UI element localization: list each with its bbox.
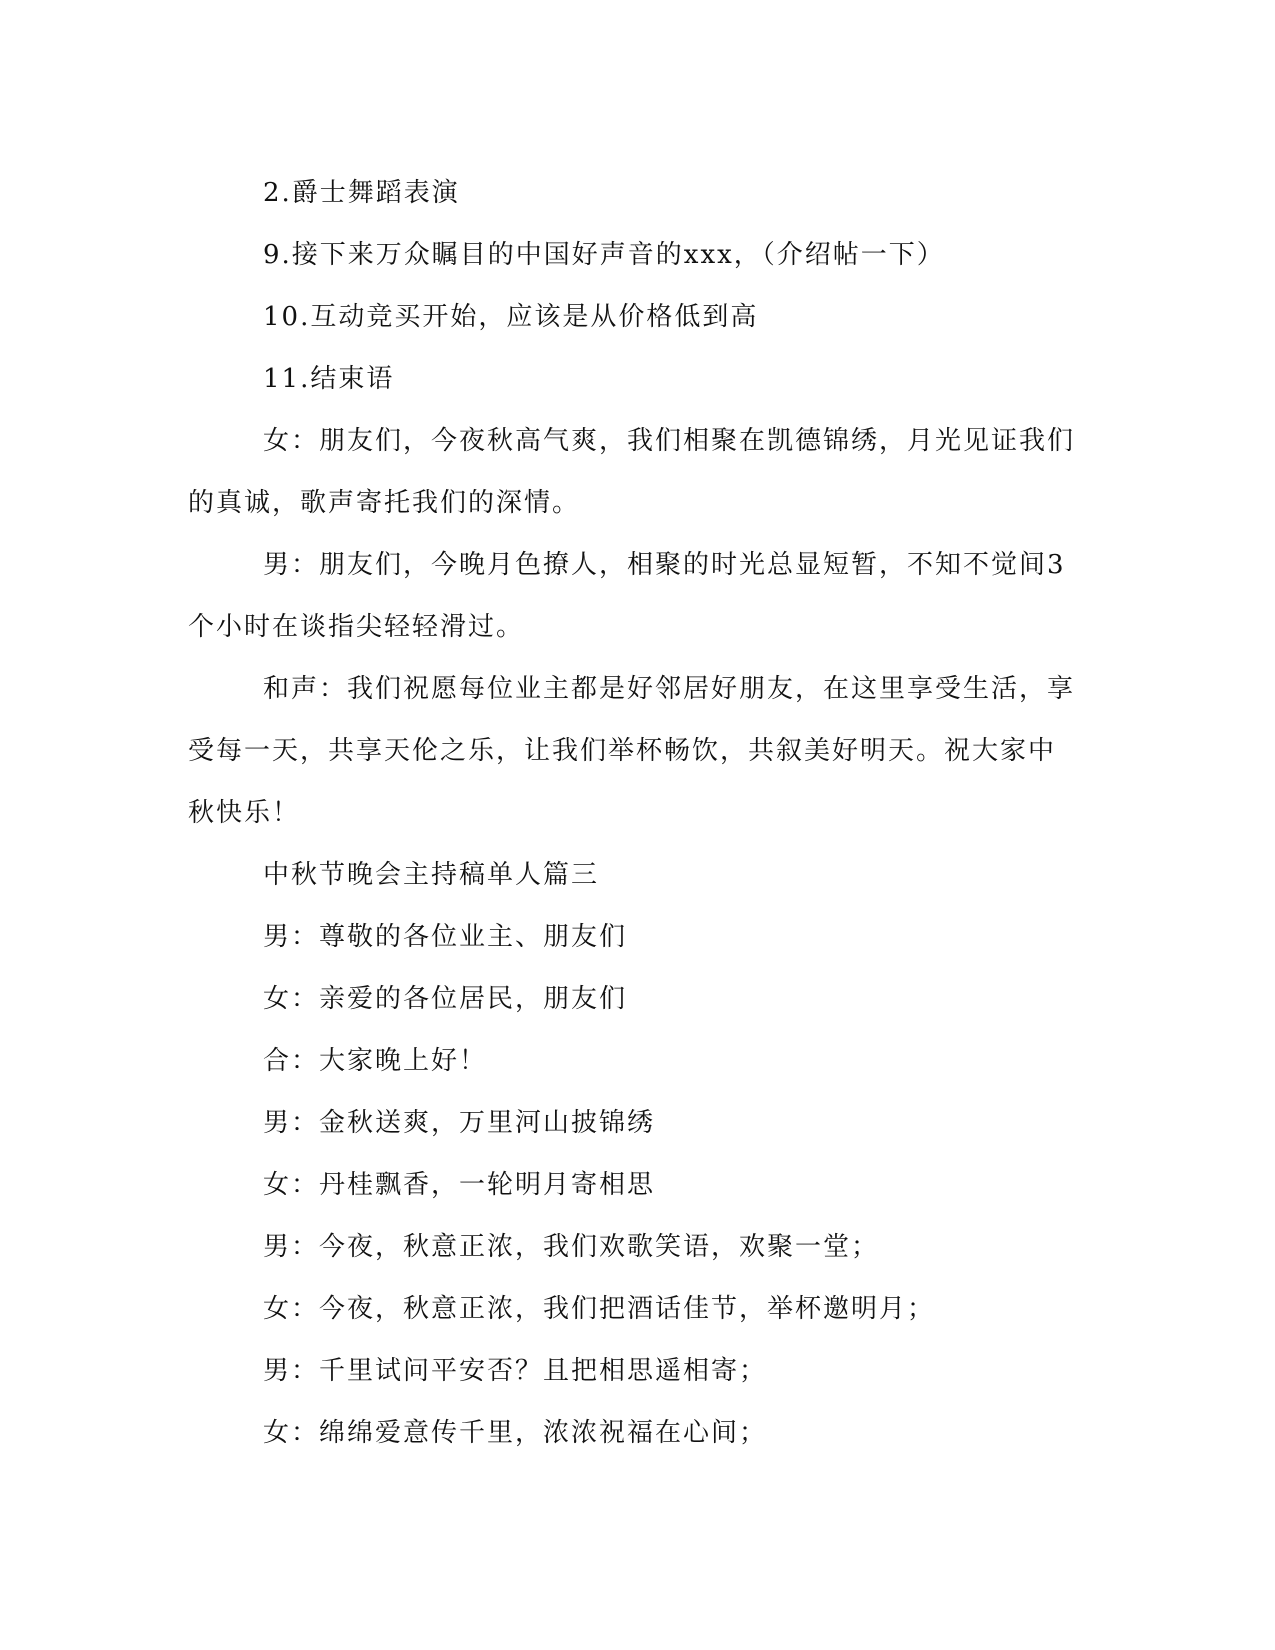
paragraph-male-greeting: 男：尊敬的各位业主、朋友们 xyxy=(263,922,628,952)
paragraph-item-2: 2.爵士舞蹈表演 xyxy=(263,178,460,208)
paragraph-male-closing: 男：朋友们，今晚月色撩人，相聚的时光总显短暂，不知不觉间3个小时在谈指尖轻轻滑过。 xyxy=(188,550,1066,642)
paragraph-item-9: 9.接下来万众瞩目的中国好声音的xxx，（介绍帖一下） xyxy=(263,240,945,270)
paragraph-female-greeting: 女：亲爱的各位居民，朋友们 xyxy=(263,984,628,1014)
paragraph-female-line-2: 女：今夜，秋意正浓，我们把酒话佳节，举杯邀明月； xyxy=(263,1294,936,1324)
paragraph-female-closing: 女：朋友们，今夜秋高气爽，我们相聚在凯德锦绣，月光见证我们的真诚，歌声寄托我们的深情。 xyxy=(188,426,1076,518)
paragraph-chorus-closing: 和声：我们祝愿每位业主都是好邻居好朋友，在这里享受生活，享受每一天，共享天伦之乐，让我们举杯畅饮，共叙美好明天。祝大家中秋快乐！ xyxy=(188,674,1076,828)
paragraph-female-line-1: 女：丹桂飘香，一轮明月寄相思 xyxy=(263,1170,656,1200)
paragraph-together-greeting: 合：大家晚上好！ xyxy=(263,1046,488,1076)
paragraph-item-10: 10.互动竞买开始，应该是从价格低到高 xyxy=(263,302,759,332)
paragraph-male-line-2: 男：今夜，秋意正浓，我们欢歌笑语，欢聚一堂； xyxy=(263,1232,880,1262)
paragraph-female-line-3: 女：绵绵爱意传千里，浓浓祝福在心间； xyxy=(263,1418,768,1448)
paragraph-item-11: 11.结束语 xyxy=(263,364,395,394)
paragraph-male-line-3: 男：千里试问平安否？且把相思遥相寄； xyxy=(263,1356,768,1386)
section-heading: 中秋节晚会主持稿单人篇三 xyxy=(263,860,600,890)
document-body xyxy=(188,162,1078,1464)
paragraph-male-line-1: 男：金秋送爽，万里河山披锦绣 xyxy=(263,1108,656,1138)
